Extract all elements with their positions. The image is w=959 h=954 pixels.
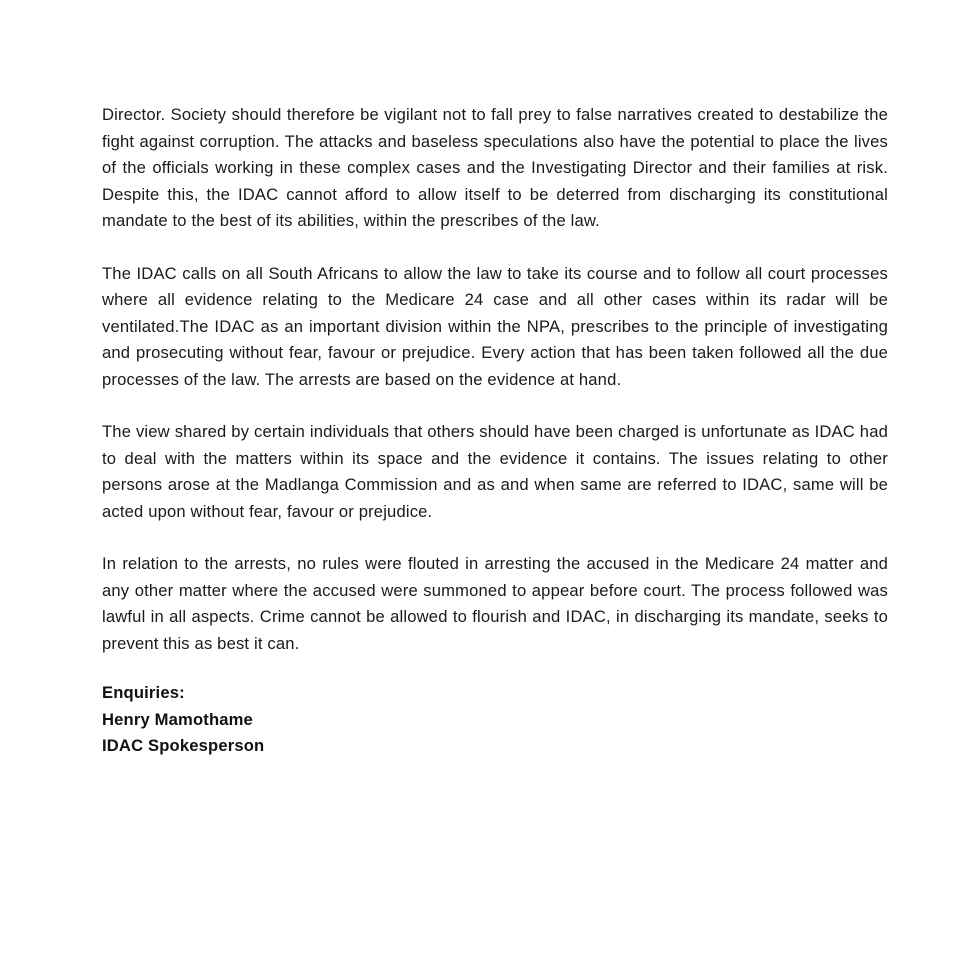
paragraph-2: The IDAC calls on all South Africans to allow the law to take its course and to follow all court processes where all evidence relating to the Medicare 24 case and all other cases within its radar will be ventilated.The IDAC as an important division within the NPA, prescribes to the principle of investigating and prosecuting without fear, favour or prejudice. Every action that has been taken followed all the due processes of the law. The arrests are based on the evidence at hand. <box>102 263 888 389</box>
spokesperson-name: Henry Mamothame <box>102 709 253 729</box>
paragraph-4: In relation to the arrests, no rules were flouted in arresting the accused in the Medicare 24 matter and any other matter where the accused were summoned to appear before court. The process followed was lawful in all aspects. Crime cannot be allowed to flourish and IDAC, in discharging its mandate, seeks to prevent this as best it can. <box>102 554 888 653</box>
enquiries-heading: Enquiries: <box>102 683 185 702</box>
spokesperson-title: IDAC Spokesperson <box>102 736 265 755</box>
paragraph-3: The view shared by certain individuals that others should have been charged is unfortunate as IDAC had to deal with the matters within its space and the evidence it contains. The issues relating to other persons arose at the Madlanga Commission and as and when same are referred to IDAC, same will be acted upon without fear, favour or prejudice. <box>102 422 888 521</box>
document-body <box>102 102 888 760</box>
paragraph-1: Director. Society should therefore be vigilant not to fall prey to false narratives created to destabilize the fight against corruption. The attacks and baseless speculations also have the potential to place the lives of the officials working in these complex cases and the Investigating Director and their families at risk. Despite this, the IDAC cannot afford to allow itself to be deterred from discharging its constitutional mandate to the best of its abilities, within the prescribes of the law. <box>102 105 888 230</box>
vertical-scrollbar-track[interactable] <box>941 0 959 954</box>
enquiries-block <box>102 680 888 760</box>
